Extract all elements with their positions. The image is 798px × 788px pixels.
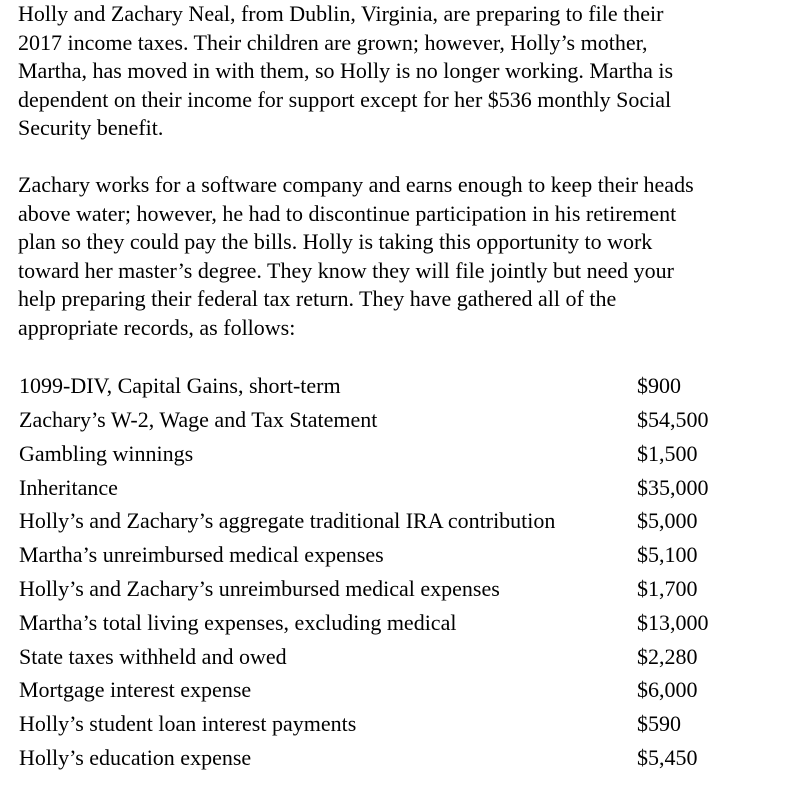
- background-paragraph: Zachary works for a software company and earns enough to keep their heads above water; however, he had to discontinue participation in his retirement plan so they could pay the bills. Holly is taking this opportunity to work toward her master’s degree. They know they will file jointly but need your help preparing their federal tax return. They have gathered all of the appropriate records, as follows:: [18, 171, 694, 340]
- record-label: Inheritance: [19, 474, 118, 500]
- record-label: Martha’s unreimbursed medical expenses: [19, 542, 384, 568]
- table-row: [18, 370, 757, 404]
- record-label: Martha’s total living expenses, excluding medical: [19, 609, 457, 635]
- record-amount: $5,450: [637, 744, 698, 770]
- record-amount: $900: [637, 373, 681, 399]
- record-label: Holly’s and Zachary’s unreimbursed medical expenses: [19, 575, 500, 601]
- record-label: Holly’s and Zachary’s aggregate traditional IRA contribution: [19, 508, 556, 534]
- record-amount: $1,700: [637, 575, 698, 601]
- table-row: [18, 640, 757, 674]
- record-amount: $54,500: [637, 406, 709, 432]
- table-row: [18, 505, 757, 539]
- records-table: [18, 370, 757, 776]
- record-amount: $1,500: [637, 440, 698, 466]
- table-row: [18, 708, 757, 742]
- table-row: [18, 539, 757, 573]
- record-amount: $590: [637, 711, 681, 737]
- record-label: Holly’s education expense: [19, 744, 252, 770]
- record-amount: $35,000: [637, 474, 709, 500]
- record-label: 1099-DIV, Capital Gains, short-term: [19, 373, 341, 399]
- record-label: Zachary’s W-2, Wage and Tax Statement: [19, 406, 378, 432]
- table-row: [18, 606, 757, 640]
- table-row: [18, 403, 757, 437]
- table-row: [18, 437, 757, 471]
- record-label: Gambling winnings: [19, 440, 194, 466]
- record-amount: $5,100: [637, 542, 698, 568]
- table-row: [18, 471, 757, 505]
- record-amount: $2,280: [637, 643, 698, 669]
- record-label: Mortgage interest expense: [19, 677, 252, 703]
- record-amount: $6,000: [637, 677, 698, 703]
- record-amount: $13,000: [637, 609, 709, 635]
- table-row: [18, 741, 757, 775]
- record-label: State taxes withheld and owed: [19, 643, 287, 669]
- table-row: [18, 572, 757, 606]
- record-amount: $5,000: [637, 508, 698, 534]
- table-row: [18, 674, 757, 708]
- record-label: Holly’s student loan interest payments: [19, 711, 357, 737]
- intro-paragraph: Holly and Zachary Neal, from Dublin, Virginia, are preparing to file their 2017 income taxes. Their children are grown; however, Holly’s mother, Martha, has moved in with them, so Holly is no longer working. Martha is dependent on their income for support except for her $536 monthly Social Security benefit.: [18, 1, 674, 141]
